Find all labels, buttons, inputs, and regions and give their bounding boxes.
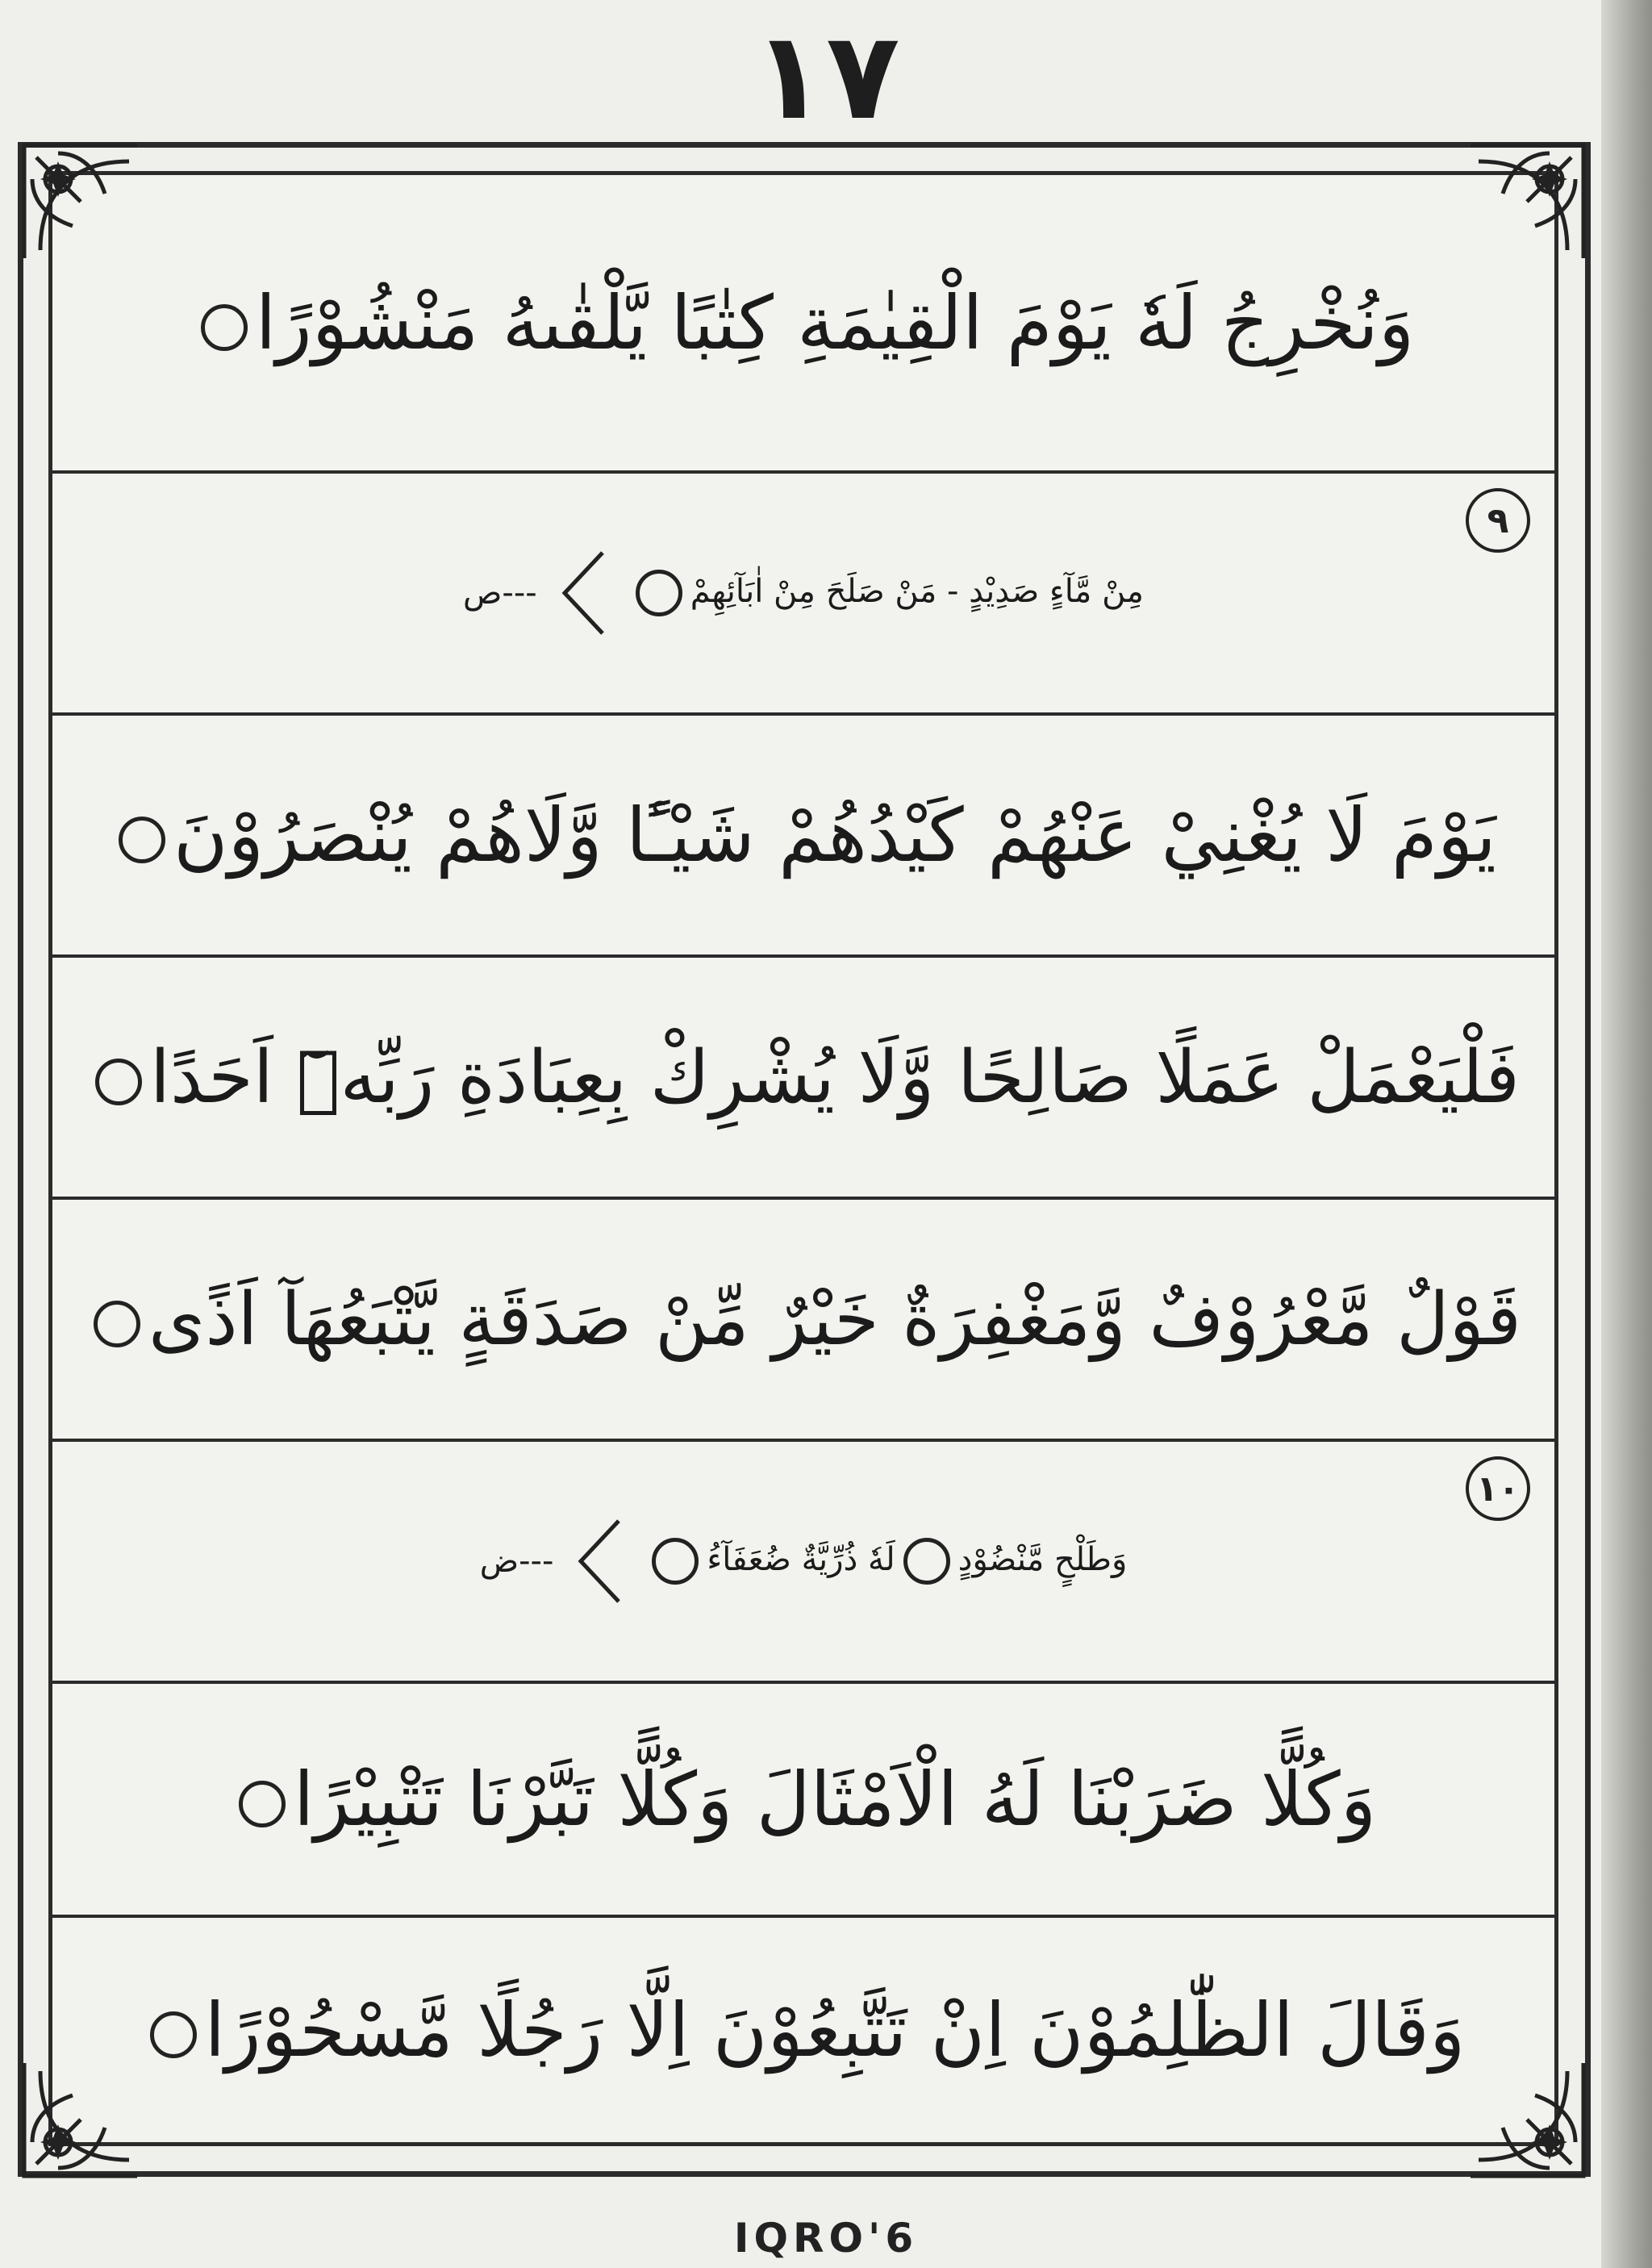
- verse-text: [193, 280, 1415, 366]
- verse-end-circle-icon: [201, 304, 248, 351]
- verse-text: [644, 1538, 1127, 1585]
- verse-line: وَكُلًّا ضَرَبْنَا لَهُ الْاَمْثَالَ وَكُلًّا تَبَّرْنَا تَتْبِيْرًا: [293, 1756, 1377, 1843]
- verse-text: [231, 1756, 1376, 1843]
- verse-row: [52, 1200, 1554, 1442]
- verse-end-circle-icon: [150, 2011, 197, 2058]
- verse-end-circle-icon: [636, 570, 682, 616]
- verse-text: [628, 570, 1144, 616]
- page-edge-shadow: [1601, 0, 1652, 2268]
- letter-practice: [52, 1517, 1554, 1606]
- verse-end-circle-icon: [95, 1059, 142, 1105]
- verse-text: [87, 1035, 1520, 1120]
- practice-letter: ---ص: [463, 574, 537, 612]
- verse-end-circle-icon: [903, 1538, 950, 1585]
- verse-end-circle-icon: [652, 1538, 699, 1585]
- verse-text: [111, 792, 1496, 879]
- verse-row: [52, 1442, 1554, 1684]
- page-number: ١٧: [752, 6, 900, 147]
- verse-end-circle-icon: [119, 817, 165, 863]
- exercise-number-badge: ٩: [1466, 488, 1530, 553]
- verse-text: [86, 1277, 1521, 1362]
- verse-line: يَوْمَ لَا يُغْنِيْ عَنْهُمْ كَيْدُهُمْ شَيْـًٔا وَّلَاهُمْ يُنْصَرُوْنَ: [173, 792, 1496, 879]
- verse-line: لَهٗ ذُرِّيَّةٌ ضُعَفَآءُ: [707, 1541, 895, 1578]
- verse-end-circle-icon: [239, 1781, 286, 1827]
- practice-letter: ---ض: [479, 1543, 554, 1580]
- chevron-left-icon: [558, 549, 607, 637]
- verse-line: وَطَلْحٍ مَّنْضُوْدٍ: [957, 1541, 1128, 1578]
- verse-line: وَقَالَ الظّٰلِمُوْنَ اِنْ تَتَّبِعُوْنَ اِلَّا رَجُلًا مَّسْحُوْرًا: [204, 1986, 1466, 2074]
- exercise-number-badge: ١٠: [1466, 1456, 1530, 1521]
- letter-practice: [52, 549, 1554, 637]
- verse-line: وَنُخْرِجُ لَهٗ يَوْمَ الْقِيٰمَةِ كِتٰبًا يَّلْقٰىهُ مَنْشُوْرًا: [255, 279, 1415, 366]
- book-footer: IQRO'6: [733, 2215, 919, 2262]
- verse-row: [52, 1684, 1554, 1918]
- verse-row: [52, 175, 1554, 474]
- verse-text: [142, 1987, 1466, 2074]
- verse-row: [52, 1918, 1554, 2142]
- verse-line: قَوْلٌ مَّعْرُوْفٌ وَّمَغْفِرَةٌ خَيْرٌ مِّنْ صَدَقَةٍ يَّتْبَعُهَآ اَذًى: [148, 1276, 1521, 1362]
- verse-line: فَلْيَعْمَلْ عَمَلًا صَالِحًا وَّلَا يُشْرِكْ بِعِبَادَةِ رَبِّهٖٓ اَحَدًا: [150, 1034, 1520, 1120]
- chevron-left-icon: [574, 1517, 623, 1606]
- verse-row: [52, 958, 1554, 1200]
- verse-row: [52, 474, 1554, 716]
- verse-end-circle-icon: [94, 1301, 140, 1347]
- verse-rows: [52, 175, 1554, 2142]
- verse-line: مِنْ مَّآءٍ صَدِيْدٍ - مَنْ صَلَحَ مِنْ اٰبَآئِهِمْ: [690, 573, 1144, 610]
- verse-row: [52, 716, 1554, 958]
